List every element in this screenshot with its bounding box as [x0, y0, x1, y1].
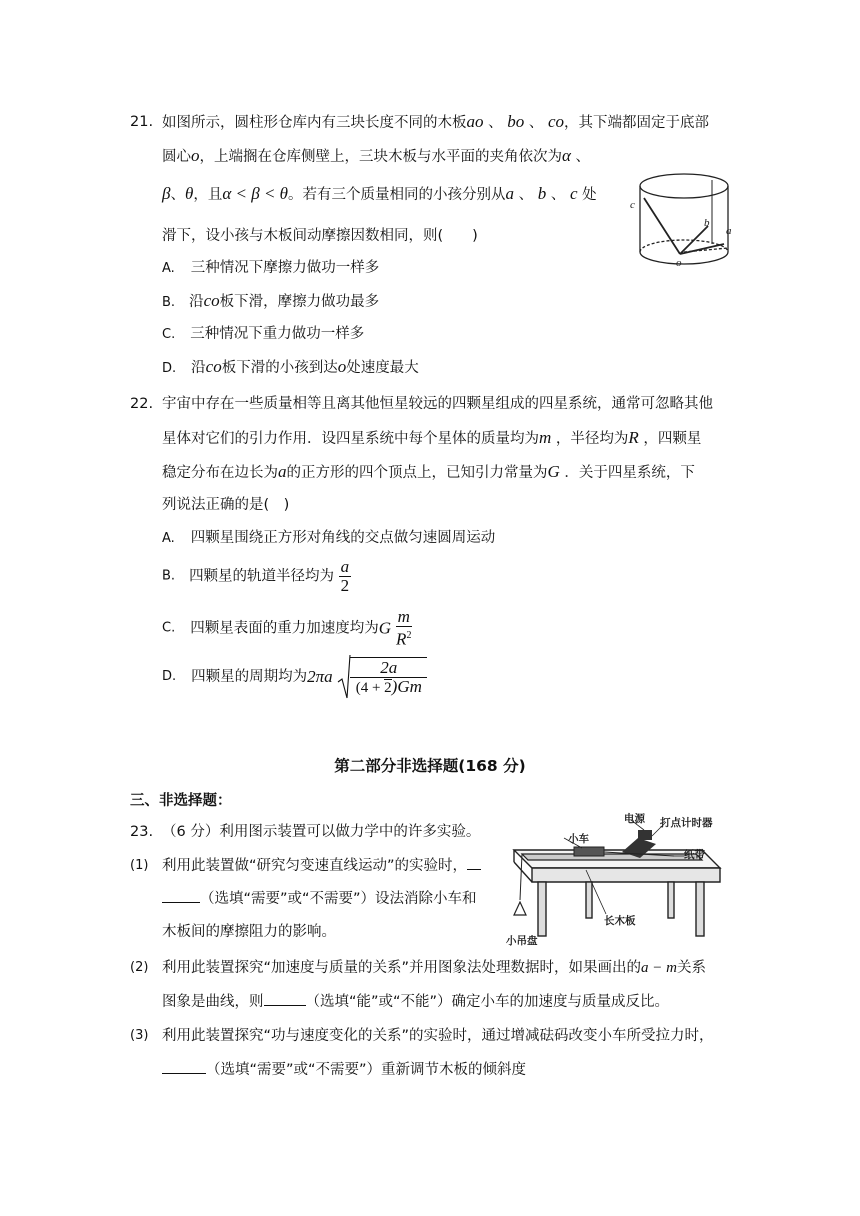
- answer-blank-2[interactable]: [264, 1005, 306, 1006]
- fig-label-timer: 打点计时器: [660, 817, 713, 829]
- question-21-option-b: B. 沿co板下滑，摩擦力做功最多: [162, 291, 380, 310]
- question-21-option-c: C. 三种情况下重力做功一样多: [162, 326, 365, 342]
- question-22-line-1: 宇宙中存在一些质量相等且离其他恒星较远的四颗星组成的四星系统，通常可忽略其他: [162, 396, 713, 412]
- sqrt-expression: [337, 654, 427, 700]
- fig-label-pan: 小吊盘: [506, 935, 538, 947]
- question-21-line-1: 如图所示，圆柱形仓库内有三块长度不同的木板ao 、 bo 、 co，其下端都固定于底部: [162, 112, 709, 131]
- string: [520, 854, 522, 900]
- question-22-number: 22.: [130, 396, 154, 412]
- long-board: [522, 854, 702, 860]
- fig-label-board: 长木板: [604, 915, 636, 927]
- fraction-m-over-r2: $\frac{m}{R^2}$: [396, 607, 412, 649]
- question-23-part-1-line-2: （选填“需要”或“不需要”）设法消除小车和: [162, 889, 477, 909]
- question-23-stem: （6 分）利用图示装置可以做力学中的许多实验。: [162, 824, 481, 840]
- board-co: [644, 198, 680, 254]
- section-heading: 三、非选择题：: [130, 793, 232, 809]
- fig-label-tape: 纸带: [684, 849, 705, 861]
- question-22-line-4: 列说法正确的是( ): [162, 497, 290, 513]
- question-22-line-3: 稳定分布在边长为a的正方形的四个顶点上，已知引力常量为G ．关于四星系统，下: [162, 462, 695, 481]
- question-21-option-d: D. 沿co板下滑的小孩到达o处速度最大: [162, 357, 419, 376]
- question-23-part-3-line-2: （选填“需要”或“不需要”）重新调节木板的倾斜度: [162, 1060, 526, 1080]
- cylinder-figure: [628, 168, 738, 274]
- question-21-number: 21.: [130, 114, 154, 130]
- question-23-part-2-line-1: 利用此装置探究“加速度与质量的关系”并用图象法处理数据时，如果画出的a − m关系: [162, 960, 706, 976]
- answer-blank-1b[interactable]: [162, 902, 200, 903]
- question-22-line-2: 星体对它们的引力作用．设四星系统中每个星体的质量均为m ，半径均为R ，四颗星: [162, 428, 702, 447]
- answer-blank-3[interactable]: [162, 1073, 206, 1074]
- power-supply: [638, 830, 652, 840]
- table-leg: [538, 882, 546, 936]
- fig-label-a: a: [726, 225, 732, 237]
- question-21-line-2: 圆心o，上端搁在仓库侧壁上，三块木板与水平面的夹角依次为α 、: [162, 146, 591, 165]
- apparatus-figure: [506, 810, 728, 948]
- question-22-option-a: A. 四颗星围绕正方形对角线的交点做匀速圆周运动: [162, 530, 496, 546]
- question-21-line-4: 滑下，设小孩与木板间动摩擦因数相同，则( ): [162, 228, 478, 244]
- table-leg: [696, 882, 704, 936]
- hanging-pan: [514, 902, 526, 915]
- answer-blank-1a[interactable]: [467, 869, 481, 870]
- fig-label-b: b: [704, 217, 710, 229]
- question-23-part-1-line-3: 木板间的摩擦阻力的影响。: [162, 924, 336, 940]
- question-23-part-3-label: (3): [130, 1028, 149, 1043]
- board-ao: [680, 244, 724, 254]
- table-leg: [586, 882, 592, 918]
- question-23-part-2-label: (2): [130, 960, 149, 975]
- question-21-option-a: A. 三种情况下摩擦力做功一样多: [162, 260, 380, 276]
- fraction-a-over-2: $\frac{a}{2}$: [340, 557, 350, 595]
- cart: [574, 847, 604, 856]
- question-23-part-2-line-2: 图象是曲线，则 （选填“能”或“不能”）确定小车的加速度与质量成反比。: [162, 994, 670, 1010]
- fig-label-c: c: [630, 199, 635, 211]
- question-23-part-3-line-1: 利用此装置探究“功与速度变化的关系”的实验时，通过增减砝码改变小车所受拉力时，: [162, 1028, 714, 1044]
- question-23-number: 23.: [130, 824, 154, 840]
- question-22-option-b: B. 四颗星的轨道半径均为 $\frac{a}{2}$: [162, 557, 350, 595]
- part-two-title: 第二部分非选择题(168 分): [334, 757, 526, 775]
- fig-label-cart: 小车: [568, 833, 589, 845]
- question-23-part-1-line-1: 利用此装置做“研究匀变速直线运动”的实验时，: [162, 856, 481, 876]
- question-21-line-3: β、θ，且α < β < θ。若有三个质量相同的小孩分别从a 、 b 、 c 处: [162, 184, 597, 203]
- question-23-part-1-label: (1): [130, 858, 149, 873]
- question-22-option-c: C. 四颗星表面的重力加速度均为G $\frac{m}{R^2}$: [162, 607, 412, 649]
- table-leg: [668, 882, 674, 918]
- fig-label-power: 电源: [624, 813, 645, 825]
- radical-sign-icon: [337, 654, 351, 700]
- fraction-2a-over-gm: $\frac{2a}{(4 + 2)Gm}$: [350, 659, 427, 697]
- fig-label-o: o: [676, 257, 682, 269]
- question-22-option-d: D. 四颗星的周期均为2πa $\frac{2a}{(4 + 2)Gm}$: [162, 654, 427, 704]
